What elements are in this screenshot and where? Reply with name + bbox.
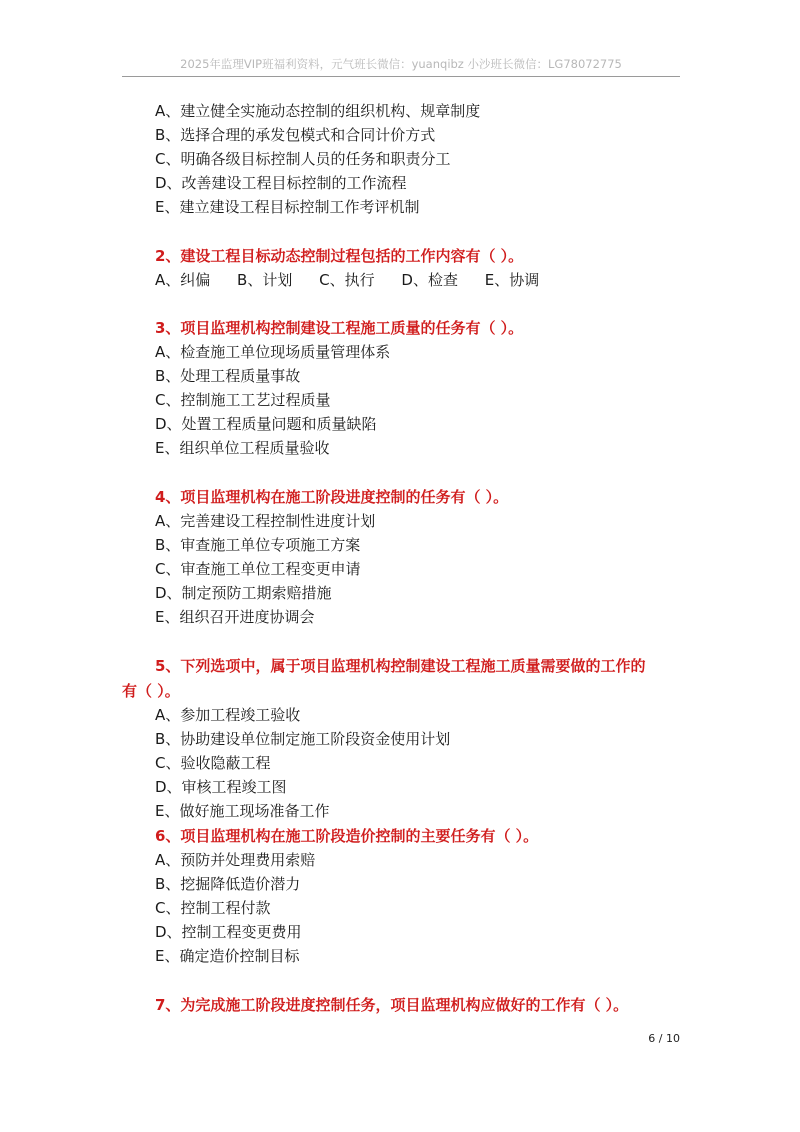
q3-option-e: E、组织单位工程质量验收 <box>155 439 330 457</box>
page-header: 2025年监理VIP班福利资料，元气班长微信：yuanqibz 小沙班长微信：LG78072775 <box>122 52 680 77</box>
q3-option-b: B、处理工程质量事故 <box>155 367 301 385</box>
question-5-title-continued: 有（ ）。 <box>122 682 180 700</box>
q6-option-b: B、挖掘降低造价潜力 <box>155 875 301 893</box>
q6-option-a: A、预防并处理费用索赔 <box>155 851 316 869</box>
question-2-options <box>155 270 561 290</box>
question-7-title: 7、为完成施工阶段进度控制任务，项目监理机构应做好的工作有（ ）。 <box>155 996 629 1014</box>
q4-option-b: B、审查施工单位专项施工方案 <box>155 536 361 554</box>
q5-option-b: B、协助建设单位制定施工阶段资金使用计划 <box>155 730 451 748</box>
q2-option-d: D、检查 <box>401 271 458 289</box>
q2-option-a: A、纠偏 <box>155 271 211 289</box>
question-2-title: 2、建设工程目标动态控制过程包括的工作内容有（ ）。 <box>155 247 524 265</box>
q4-option-c: C、审查施工单位工程变更申请 <box>155 560 361 578</box>
q3-option-d: D、处置工程质量问题和质量缺陷 <box>155 415 377 433</box>
q4-option-d: D、制定预防工期索赔措施 <box>155 584 332 602</box>
question-5-title: 5、下列选项中，属于项目监理机构控制建设工程施工质量需要做的工作的 <box>155 657 646 675</box>
question-6-title: 6、项目监理机构在施工阶段造价控制的主要任务有（ ）。 <box>155 827 539 845</box>
q3-option-a: A、检查施工单位现场质量管理体系 <box>155 343 391 361</box>
question-3-title: 3、项目监理机构控制建设工程施工质量的任务有（ ）。 <box>155 319 524 337</box>
q6-option-c: C、控制工程付款 <box>155 899 271 917</box>
q1-option-d: D、改善建设工程目标控制的工作流程 <box>155 174 407 192</box>
q4-option-a: A、完善建设工程控制性进度计划 <box>155 512 376 530</box>
q2-option-c: C、执行 <box>319 271 375 289</box>
q6-option-e: E、确定造价控制目标 <box>155 947 300 965</box>
q5-option-a: A、参加工程竣工验收 <box>155 706 301 724</box>
q2-option-b: B、计划 <box>237 271 293 289</box>
q5-option-c: C、验收隐蔽工程 <box>155 754 271 772</box>
q5-option-e: E、做好施工现场准备工作 <box>155 802 330 820</box>
question-4-title: 4、项目监理机构在施工阶段进度控制的任务有（ ）。 <box>155 488 509 506</box>
q1-option-a: A、建立健全实施动态控制的组织机构、规章制度 <box>155 102 481 120</box>
q3-option-c: C、控制施工工艺过程质量 <box>155 391 331 409</box>
q1-option-c: C、明确各级目标控制人员的任务和职责分工 <box>155 150 451 168</box>
q6-option-d: D、控制工程变更费用 <box>155 923 302 941</box>
q2-option-e: E、协调 <box>484 271 540 289</box>
q1-option-e: E、建立建设工程目标控制工作考评机制 <box>155 198 420 216</box>
q4-option-e: E、组织召开进度协调会 <box>155 608 315 626</box>
q5-option-d: D、审核工程竣工图 <box>155 778 287 796</box>
page-number: 6 / 10 <box>648 1032 680 1045</box>
q1-option-b: B、选择合理的承发包模式和合同计价方式 <box>155 126 436 144</box>
